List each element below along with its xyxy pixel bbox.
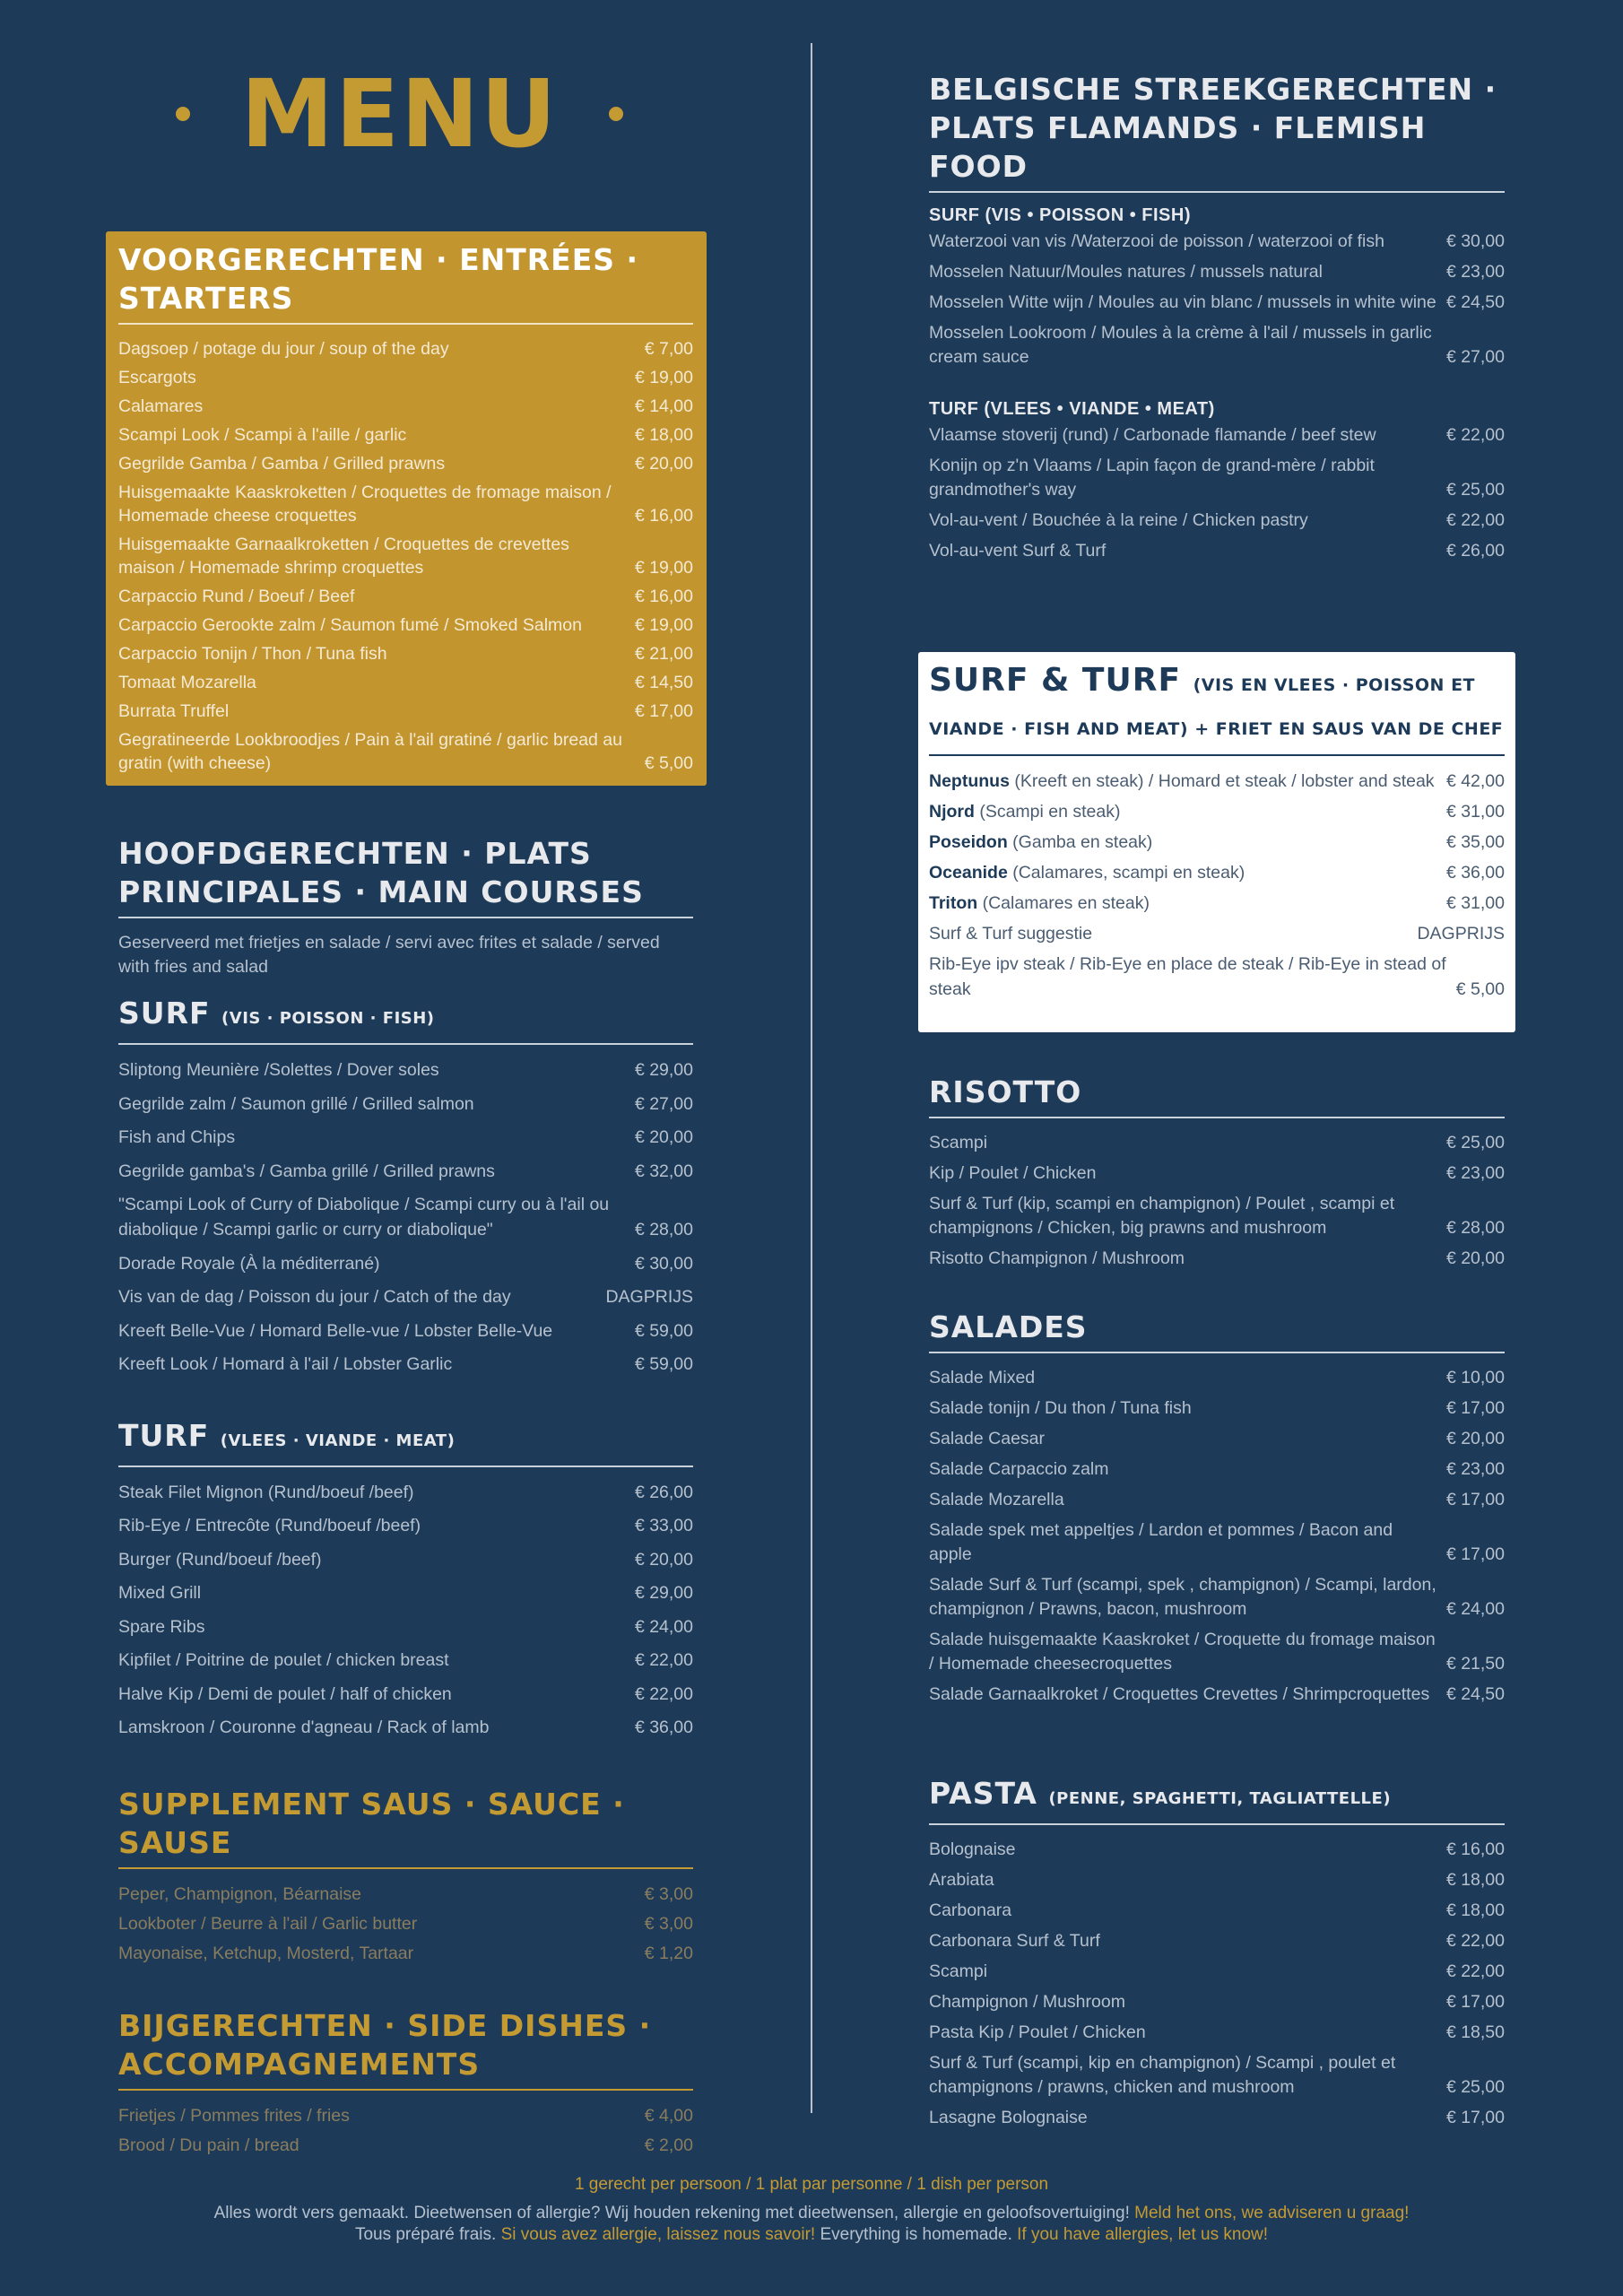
menu-item-price: € 28,00 bbox=[634, 1220, 693, 1239]
menu-item bbox=[929, 1990, 1505, 2014]
menu-item-name: Halve Kip / Demi de poulet / half of chicken bbox=[118, 1683, 452, 1704]
menu-item-name: Salade Surf & Turf (scampi, spek , champignon) / Scampi, lardon, champignon / Prawns, bacon, mushroom bbox=[929, 1575, 1436, 1619]
menu-item-name: Salade Mozarella bbox=[929, 1490, 1064, 1509]
column-divider bbox=[811, 43, 812, 2113]
flemish-surf-list bbox=[929, 230, 1505, 370]
menu-item bbox=[118, 613, 693, 637]
menu-item-name: Kreeft Look / Homard à l'ail / Lobster Garlic bbox=[118, 1354, 453, 1374]
menu-item-name: Sliptong Meunière /Solettes / Dover soles bbox=[118, 1060, 439, 1080]
menu-item bbox=[929, 1396, 1505, 1421]
menu-item-name bbox=[929, 952, 1456, 1002]
menu-item-price: € 21,00 bbox=[634, 644, 693, 664]
menu-item bbox=[118, 533, 693, 579]
menu-item-name: Vol-au-vent Surf & Turf bbox=[929, 541, 1107, 561]
menu-item-price: € 31,00 bbox=[1445, 802, 1505, 822]
menu-item-price: € 29,00 bbox=[634, 1060, 693, 1080]
menu-item bbox=[118, 1648, 693, 1673]
turf-title bbox=[118, 1416, 693, 1467]
menu-item-name: Gegrilde zalm / Saumon grillé / Grilled salmon bbox=[118, 1093, 474, 1114]
salades-title: SALADES bbox=[929, 1308, 1505, 1353]
menu-item bbox=[118, 1941, 693, 1966]
menu-item-price: € 42,00 bbox=[1445, 771, 1505, 791]
menu-item-name: Carpaccio Gerookte zalm / Saumon fumé / Smoked Salmon bbox=[118, 615, 582, 635]
menu-item-name: Champignon / Mushroom bbox=[929, 1992, 1125, 2012]
menu-item bbox=[929, 423, 1505, 448]
menu-item-price: € 22,00 bbox=[634, 1683, 693, 1704]
mains-section bbox=[118, 834, 693, 2162]
menu-item-price: € 3,00 bbox=[644, 1883, 693, 1904]
menu-item bbox=[929, 952, 1505, 1002]
menu-item-bold-name: Triton bbox=[929, 893, 978, 913]
menu-item-price: € 24,00 bbox=[1445, 1599, 1505, 1619]
menu-item-name: "Scampi Look of Curry of Diabolique / Scampi curry ou à l'ail ou diabolique / Scampi garlic or curry or diabolique" bbox=[118, 1195, 610, 1239]
menu-item bbox=[118, 671, 693, 694]
menu-item-price: € 7,00 bbox=[644, 339, 693, 359]
menu-item bbox=[118, 1480, 693, 1505]
menu-item-price: € 19,00 bbox=[634, 368, 693, 387]
footer-line-3a: Tous préparé frais. bbox=[354, 2225, 501, 2244]
menu-item bbox=[118, 423, 693, 447]
surf-and-turf-subtitle: (VIS EN VLEES · POISSON ET VIANDE · FISH AND MEAT) + FRIET EN SAUS VAN DE CHEF bbox=[929, 675, 1504, 739]
menu-item-name bbox=[929, 860, 1446, 885]
menu-item-price: € 23,00 bbox=[1445, 262, 1505, 282]
menu-item-price: DAGPRIJS bbox=[1417, 924, 1505, 944]
risotto-list bbox=[929, 1131, 1505, 1271]
menu-item-price: € 22,00 bbox=[1445, 1931, 1505, 1951]
menu-item-name: Salade huisgemaakte Kaaskroket / Croquette du fromage maison / Homemade cheesecroquettes bbox=[929, 1630, 1436, 1674]
menu-item-price: € 1,20 bbox=[644, 1943, 693, 1963]
menu-item-description: (Calamares, scampi en steak) bbox=[1007, 863, 1245, 883]
menu-item bbox=[929, 1838, 1505, 1862]
menu-item bbox=[929, 260, 1505, 284]
starters-list bbox=[118, 337, 693, 775]
starters-title: VOORGERECHTEN · ENTRÉES · STARTERS bbox=[118, 240, 693, 325]
menu-title-text: MENU bbox=[240, 59, 559, 169]
menu-item bbox=[929, 291, 1505, 315]
menu-item-name: Lookboter / Beurre à l'ail / Garlic butter bbox=[118, 1913, 418, 1934]
menu-item-name: Mosselen Natuur/Moules natures / mussels natural bbox=[929, 262, 1323, 282]
menu-item bbox=[118, 585, 693, 608]
menu-item-name: Kreeft Belle-Vue / Homard Belle-vue / Lobster Belle-Vue bbox=[118, 1320, 553, 1341]
menu-item-name: Dagsoep / potage du jour / soup of the day bbox=[118, 339, 449, 359]
menu-item bbox=[929, 860, 1505, 885]
menu-item-price: € 21,50 bbox=[1445, 1654, 1505, 1674]
menu-item-price: € 14,00 bbox=[634, 396, 693, 416]
turf-title-text: TURF bbox=[118, 1417, 210, 1453]
menu-item-name: Salade Carpaccio zalm bbox=[929, 1459, 1109, 1479]
menu-item-name: Peper, Champignon, Béarnaise bbox=[118, 1883, 362, 1904]
surf-title-text: SURF bbox=[118, 996, 211, 1031]
menu-item-description: (Gamba en steak) bbox=[1007, 832, 1153, 852]
menu-item-price: € 14,50 bbox=[634, 673, 693, 692]
menu-item-name: Gegratineerde Lookbroodjes / Pain à l'ail gratiné / garlic bread au gratin (with cheese) bbox=[118, 730, 622, 773]
menu-item-bold-name: Oceanide bbox=[929, 863, 1008, 883]
menu-item-price: € 18,00 bbox=[634, 425, 693, 445]
footer-line-3c: Everything is homemade. bbox=[815, 2225, 1018, 2244]
salades-section bbox=[929, 1308, 1505, 1713]
menu-item bbox=[118, 1192, 693, 1242]
menu-item-price: € 23,00 bbox=[1445, 1459, 1505, 1479]
menu-item-price: € 19,00 bbox=[634, 558, 693, 578]
menu-item bbox=[118, 1125, 693, 1150]
menu-item-name: Bolognaise bbox=[929, 1839, 1016, 1859]
pasta-title bbox=[929, 1774, 1505, 1825]
menu-item-price: € 16,00 bbox=[634, 587, 693, 606]
menu-item bbox=[118, 1715, 693, 1740]
menu-item-description: Rib-Eye ipv steak / Rib-Eye en place de steak / Rib-Eye in stead of steak bbox=[929, 954, 1446, 999]
menu-item-name: Dorade Royale (À la méditerrané) bbox=[118, 1253, 380, 1274]
menu-item bbox=[118, 452, 693, 475]
menu-item-price: € 10,00 bbox=[1445, 1368, 1505, 1387]
menu-item bbox=[929, 2106, 1505, 2130]
menu-item-name: Spare Ribs bbox=[118, 1616, 205, 1637]
menu-item-name: Scampi Look / Scampi à l'aille / garlic bbox=[118, 425, 407, 445]
menu-item-price: € 31,00 bbox=[1445, 893, 1505, 913]
menu-item bbox=[118, 1057, 693, 1083]
menu-item-price: € 23,00 bbox=[1445, 1163, 1505, 1183]
menu-item-price: € 30,00 bbox=[634, 1253, 693, 1274]
menu-item-name: Mosselen Witte wijn / Moules au vin blanc / mussels in white wine bbox=[929, 292, 1436, 312]
surf-title bbox=[118, 994, 693, 1045]
menu-item-price: € 27,00 bbox=[634, 1093, 693, 1114]
menu-item-price: € 24,50 bbox=[1445, 1684, 1505, 1704]
menu-item-bold-name: Njord bbox=[929, 802, 975, 822]
menu-item bbox=[118, 1911, 693, 1936]
menu-item bbox=[929, 1518, 1505, 1567]
menu-item bbox=[929, 1366, 1505, 1390]
menu-item bbox=[929, 1960, 1505, 1984]
menu-item-name: Kipfilet / Poitrine de poulet / chicken breast bbox=[118, 1650, 449, 1670]
menu-item-name: Lasagne Bolognaise bbox=[929, 2108, 1088, 2127]
menu-item-price: € 18,00 bbox=[1445, 1870, 1505, 1890]
menu-item-price: DAGPRIJS bbox=[605, 1287, 693, 1307]
menu-item-name: Gegrilde Gamba / Gamba / Grilled prawns bbox=[118, 454, 446, 474]
footer-line-2 bbox=[0, 2203, 1623, 2224]
menu-item-name: Surf & Turf (kip, scampi en champignon) / Poulet , scampi et champignons / Chicken, big prawns and mushroom bbox=[929, 1194, 1395, 1238]
supplement-list bbox=[118, 1882, 693, 1966]
menu-item-name: Mixed Grill bbox=[118, 1583, 202, 1603]
menu-item bbox=[118, 1091, 693, 1117]
footer-line-2a: Alles wordt vers gemaakt. Dieetwensen of allergie? Wij houden rekening met dieetwensen, allergie en geloofsovertuiging! bbox=[213, 2204, 1135, 2222]
dot-left bbox=[176, 107, 190, 121]
flemish-section bbox=[929, 70, 1505, 570]
menu-item-price: € 17,00 bbox=[1445, 1398, 1505, 1418]
menu-item bbox=[118, 642, 693, 665]
sides-list bbox=[118, 2103, 693, 2158]
pasta-section bbox=[929, 1774, 1505, 2136]
starters-section bbox=[106, 231, 707, 786]
menu-item-name: Huisgemaakte Kaaskroketten / Croquettes de fromage maison / Homemade cheese croquettes bbox=[118, 483, 612, 526]
menu-item bbox=[929, 921, 1505, 946]
menu-item-description: Surf & Turf suggestie bbox=[929, 924, 1093, 944]
menu-item bbox=[118, 1352, 693, 1377]
menu-item-name: Lamskroon / Couronne d'agneau / Rack of lamb bbox=[118, 1718, 490, 1737]
menu-item bbox=[929, 321, 1505, 370]
mains-title: HOOFDGERECHTEN · PLATS PRINCIPALES · MAIN COURSES bbox=[118, 834, 693, 918]
menu-item-name bbox=[929, 799, 1446, 824]
menu-item bbox=[929, 1161, 1505, 1186]
menu-item bbox=[118, 700, 693, 723]
menu-item bbox=[929, 1131, 1505, 1155]
menu-item-description: (Scampi en steak) bbox=[974, 802, 1121, 822]
menu-item-name: Salade Mixed bbox=[929, 1368, 1036, 1387]
menu-item-price: € 22,00 bbox=[1445, 425, 1505, 445]
menu-item-name: Tomaat Mozarella bbox=[118, 673, 256, 692]
menu-item-name bbox=[929, 921, 1417, 946]
menu-item-price: € 22,00 bbox=[634, 1650, 693, 1670]
menu-item bbox=[929, 830, 1505, 855]
menu-item bbox=[118, 2133, 693, 2158]
menu-item-name bbox=[929, 830, 1446, 855]
surf-and-turf-title-text: SURF & TURF bbox=[929, 662, 1182, 699]
menu-item-name: Huisgemaakte Garnaalkroketten / Croquettes de crevettes maison / Homemade shrimp croquettes bbox=[118, 535, 569, 578]
footer-line-2b: Meld het ons, we adviseren u graag! bbox=[1134, 2204, 1410, 2222]
menu-item-name: Salade spek met appeltjes / Lardon et pommes / Bacon and apple bbox=[929, 1520, 1393, 1564]
menu-item-name: Carpaccio Rund / Boeuf / Beef bbox=[118, 587, 355, 606]
menu-item-price: € 59,00 bbox=[634, 1320, 693, 1341]
turf-subtitle: (VLEES · VIANDE · MEAT) bbox=[220, 1431, 456, 1450]
menu-item bbox=[929, 1929, 1505, 1953]
menu-item bbox=[118, 1318, 693, 1344]
menu-item-price: € 20,00 bbox=[634, 1549, 693, 1570]
menu-item bbox=[929, 1427, 1505, 1451]
menu-item-price: € 17,00 bbox=[1445, 1544, 1505, 1564]
menu-item bbox=[929, 1683, 1505, 1707]
menu-item-name: Escargots bbox=[118, 368, 196, 387]
menu-item bbox=[118, 728, 693, 775]
menu-item bbox=[118, 337, 693, 361]
sides-title: BIJGERECHTEN · SIDE DISHES · ACCOMPAGNEMENTS bbox=[118, 2006, 693, 2091]
menu-item-name: Konijn op z'n Vlaams / Lapin façon de grand-mère / rabbit grandmother's way bbox=[929, 456, 1375, 500]
risotto-section bbox=[929, 1073, 1505, 1277]
flemish-turf-list bbox=[929, 423, 1505, 563]
menu-item-description: (Calamares en steak) bbox=[977, 893, 1150, 913]
menu-item bbox=[929, 1247, 1505, 1271]
menu-item-name bbox=[929, 891, 1446, 916]
menu-item bbox=[118, 1682, 693, 1707]
menu-item-name: Mayonaise, Ketchup, Mosterd, Tartaar bbox=[118, 1943, 414, 1963]
menu-title bbox=[106, 59, 693, 169]
menu-item-price: € 29,00 bbox=[634, 1583, 693, 1603]
surf-and-turf-title bbox=[929, 661, 1505, 756]
menu-item bbox=[118, 1284, 693, 1309]
flemish-title: BELGISCHE STREEKGERECHTEN · PLATS FLAMANDS · FLEMISH FOOD bbox=[929, 70, 1505, 193]
menu-item bbox=[929, 1573, 1505, 1622]
menu-item-price: € 5,00 bbox=[1455, 979, 1505, 999]
menu-item-price: € 24,00 bbox=[634, 1616, 693, 1637]
menu-item-price: € 2,00 bbox=[644, 2135, 693, 2155]
menu-item-name: Gegrilde gamba's / Gamba grillé / Grilled prawns bbox=[118, 1161, 495, 1181]
menu-item-price: € 27,00 bbox=[1445, 347, 1505, 367]
footer-line-3d: If you have allergies, let us know! bbox=[1017, 2225, 1269, 2244]
menu-item-name: Burrata Truffel bbox=[118, 701, 230, 721]
menu-item-name: Carbonara bbox=[929, 1900, 1012, 1920]
risotto-title: RISOTTO bbox=[929, 1073, 1505, 1118]
menu-item-name: Burger (Rund/boeuf /beef) bbox=[118, 1549, 322, 1570]
menu-item-name: Scampi bbox=[929, 1133, 988, 1152]
menu-item-price: € 17,00 bbox=[634, 701, 693, 721]
menu-item-price: € 20,00 bbox=[634, 454, 693, 474]
menu-item-price: € 20,00 bbox=[634, 1127, 693, 1147]
menu-item-price: € 59,00 bbox=[634, 1354, 693, 1374]
menu-item bbox=[929, 799, 1505, 824]
menu-item bbox=[118, 395, 693, 418]
menu-item-price: € 28,00 bbox=[1445, 1218, 1505, 1238]
menu-item bbox=[118, 481, 693, 527]
menu-item bbox=[929, 1899, 1505, 1923]
dot-right bbox=[609, 107, 623, 121]
menu-item-name: Calamares bbox=[118, 396, 204, 416]
menu-item-price: € 33,00 bbox=[634, 1516, 693, 1535]
menu-item-price: € 24,50 bbox=[1445, 292, 1505, 312]
menu-item bbox=[929, 1488, 1505, 1512]
menu-item-name: Mosselen Lookroom / Moules à la crème à l'ail / mussels in garlic cream sauce bbox=[929, 323, 1432, 367]
menu-item bbox=[929, 230, 1505, 254]
menu-item-price: € 16,00 bbox=[634, 506, 693, 526]
menu-item-name: Steak Filet Mignon (Rund/boeuf /beef) bbox=[118, 1482, 414, 1502]
menu-item-price: € 36,00 bbox=[1445, 863, 1505, 883]
menu-item bbox=[929, 1457, 1505, 1482]
menu-item bbox=[929, 2021, 1505, 2045]
menu-item-price: € 26,00 bbox=[1445, 541, 1505, 561]
menu-item-price: € 35,00 bbox=[1445, 832, 1505, 852]
menu-item bbox=[118, 2103, 693, 2128]
menu-item-price: € 18,00 bbox=[1445, 1900, 1505, 1920]
menu-item bbox=[929, 454, 1505, 502]
menu-item-price: € 19,00 bbox=[634, 615, 693, 635]
flemish-surf-title: SURF (VIS • POISSON • FISH) bbox=[929, 205, 1191, 225]
surf-and-turf-section bbox=[918, 652, 1515, 1032]
menu-item bbox=[118, 1547, 693, 1572]
menu-item-name: Vis van de dag / Poisson du jour / Catch of the day bbox=[118, 1287, 511, 1307]
menu-item-name: Waterzooi van vis /Waterzooi de poisson / waterzooi of fish bbox=[929, 231, 1384, 251]
menu-item bbox=[118, 1159, 693, 1184]
menu-item-price: € 3,00 bbox=[644, 1913, 693, 1934]
menu-item-price: € 20,00 bbox=[1445, 1248, 1505, 1268]
pasta-list bbox=[929, 1838, 1505, 2130]
menu-item-name: Brood / Du pain / bread bbox=[118, 2135, 299, 2155]
menu-item-description: (Kreeft en steak) / Homard et steak / lobster and steak bbox=[1009, 771, 1435, 791]
menu-item-name: Vol-au-vent / Bouchée à la reine / Chicken pastry bbox=[929, 510, 1308, 530]
menu-item-name: Pasta Kip / Poulet / Chicken bbox=[929, 2022, 1146, 2042]
menu-item-price: € 5,00 bbox=[644, 753, 693, 773]
menu-item bbox=[929, 1628, 1505, 1676]
menu-item-price: € 25,00 bbox=[1445, 2077, 1505, 2097]
surf-subtitle: (VIS · POISSON · FISH) bbox=[221, 1009, 435, 1028]
menu-item bbox=[929, 509, 1505, 533]
menu-item-name: Scampi bbox=[929, 1961, 988, 1981]
menu-item-bold-name: Poseidon bbox=[929, 832, 1008, 852]
menu-item-name: Carpaccio Tonijn / Thon / Tuna fish bbox=[118, 644, 387, 664]
menu-item-name: Vlaamse stoverij (rund) / Carbonade flamande / beef stew bbox=[929, 425, 1376, 445]
surf-and-turf-list bbox=[929, 769, 1505, 1002]
menu-item-price: € 17,00 bbox=[1445, 1992, 1505, 2012]
menu-item-name bbox=[929, 769, 1446, 794]
menu-item bbox=[929, 1868, 1505, 1892]
menu-item-price: € 25,00 bbox=[1445, 1133, 1505, 1152]
pasta-subtitle: (PENNE, SPAGHETTI, TAGLIATTELLE) bbox=[1048, 1789, 1392, 1808]
surf-list bbox=[118, 1057, 693, 1377]
menu-item-price: € 4,00 bbox=[644, 2105, 693, 2126]
pasta-title-text: PASTA bbox=[929, 1776, 1037, 1811]
menu-item-bold-name: Neptunus bbox=[929, 771, 1010, 791]
menu-item-price: € 17,00 bbox=[1445, 1490, 1505, 1509]
footer-line-1: 1 gerecht per persoon / 1 plat par personne / 1 dish per person bbox=[574, 2175, 1049, 2194]
menu-item-price: € 17,00 bbox=[1445, 2108, 1505, 2127]
menu-item-price: € 16,00 bbox=[1445, 1839, 1505, 1859]
footer bbox=[0, 2174, 1623, 2246]
menu-item-name: Carbonara Surf & Turf bbox=[929, 1931, 1100, 1951]
menu-item-price: € 25,00 bbox=[1445, 480, 1505, 500]
menu-item bbox=[118, 1513, 693, 1538]
menu-item-price: € 32,00 bbox=[634, 1161, 693, 1181]
menu-item bbox=[929, 2051, 1505, 2100]
flemish-turf-title: TURF (VLEES • VIANDE • MEAT) bbox=[929, 399, 1215, 419]
menu-item-price: € 22,00 bbox=[1445, 1961, 1505, 1981]
menu-item-price: € 36,00 bbox=[634, 1718, 693, 1737]
footer-line-3b: Si vous avez allergie, laissez nous savoir! bbox=[500, 2225, 816, 2244]
menu-item bbox=[118, 366, 693, 389]
menu-item-name: Rib-Eye / Entrecôte (Rund/boeuf /beef) bbox=[118, 1516, 421, 1535]
turf-list bbox=[118, 1480, 693, 1741]
footer-line-3 bbox=[0, 2224, 1623, 2246]
menu-item-name: Arabiata bbox=[929, 1870, 994, 1890]
menu-item-price: € 26,00 bbox=[634, 1482, 693, 1502]
supplement-title: SUPPLEMENT SAUS · SAUCE · SAUSE bbox=[118, 1785, 693, 1869]
menu-item-price: € 30,00 bbox=[1445, 231, 1505, 251]
menu-item-name: Frietjes / Pommes frites / fries bbox=[118, 2105, 350, 2126]
menu-item-price: € 22,00 bbox=[1445, 510, 1505, 530]
menu-item-price: € 18,50 bbox=[1445, 2022, 1505, 2042]
salades-list bbox=[929, 1366, 1505, 1707]
menu-item bbox=[929, 769, 1505, 794]
menu-item bbox=[929, 1192, 1505, 1240]
menu-item-name: Salade Garnaalkroket / Croquettes Crevettes / Shrimpcroquettes bbox=[929, 1684, 1430, 1704]
menu-item-name: Salade tonijn / Du thon / Tuna fish bbox=[929, 1398, 1192, 1418]
menu-item-name: Salade Caesar bbox=[929, 1429, 1045, 1448]
menu-item bbox=[118, 1614, 693, 1639]
menu-item bbox=[929, 539, 1505, 563]
menu-item bbox=[118, 1251, 693, 1276]
mains-intro: Geserveerd met frietjes en salade / servi avec frites et salade / served with fries and salad bbox=[118, 933, 660, 977]
menu-item bbox=[929, 891, 1505, 916]
menu-item bbox=[118, 1882, 693, 1907]
menu-item-price: € 20,00 bbox=[1445, 1429, 1505, 1448]
menu-item-name: Kip / Poulet / Chicken bbox=[929, 1163, 1097, 1183]
menu-item bbox=[118, 1580, 693, 1605]
menu-item-name: Surf & Turf (scampi, kip en champignon) / Scampi , poulet et champignons / prawns, chicken and mushroom bbox=[929, 2053, 1396, 2097]
menu-item-name: Fish and Chips bbox=[118, 1127, 236, 1147]
menu-item-name: Risotto Champignon / Mushroom bbox=[929, 1248, 1185, 1268]
